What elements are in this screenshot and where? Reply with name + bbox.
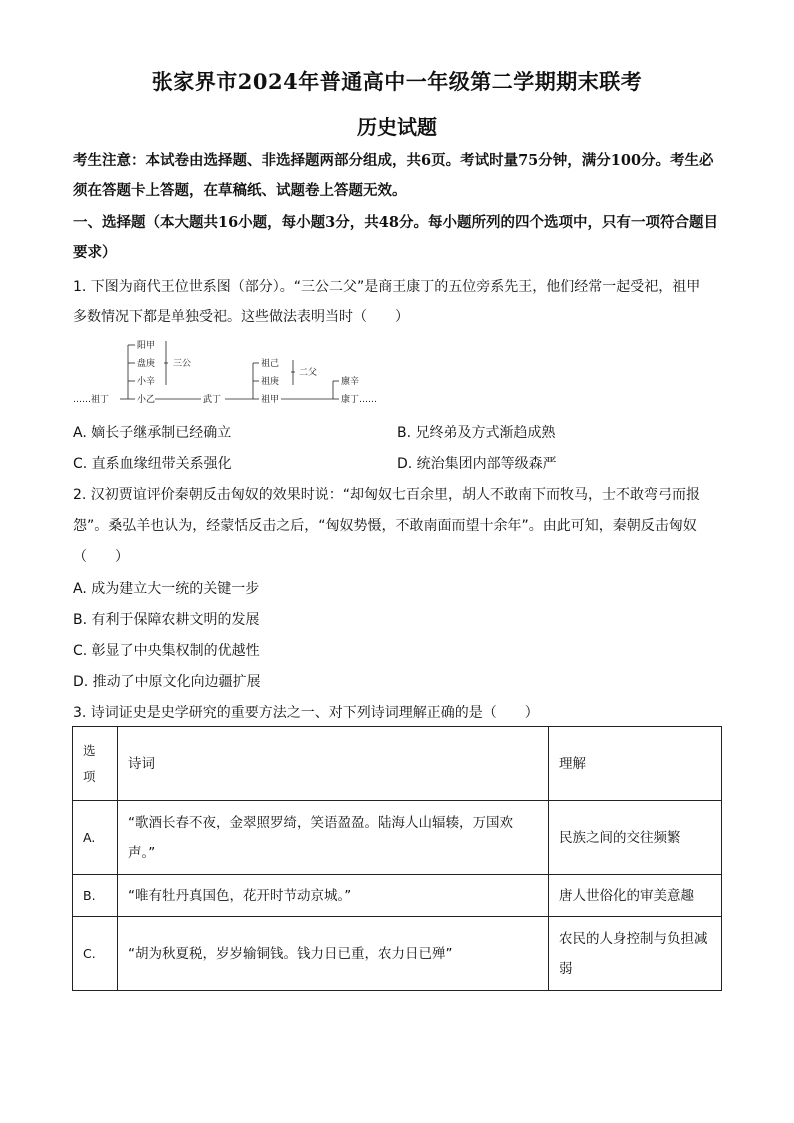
tree-kangding: 康丁…… <box>341 395 378 405</box>
q2-option-a[interactable]: A. 成为建立大一统的关键一步 <box>73 581 260 597</box>
tree-zugeng: 祖庚 <box>261 377 280 387</box>
q2-option-c[interactable]: C. 彰显了中央集权制的优越性 <box>73 643 260 659</box>
q1-stem-line1: 1. 下图为商代王位世系图（部分）。“三公二父”是商王康丁的五位旁系先王，他们经常一起受祀，祖甲 <box>73 279 701 295</box>
q1-stem-line2: 多数情况下都是单独受祀。这些做法表明当时（ ） <box>73 309 409 325</box>
q1-option-d[interactable]: D. 统治集团内部等级森严 <box>397 456 557 472</box>
q2-stem-line3: （ ） <box>73 549 129 565</box>
q3-stem: 3. 诗词证史是史学研究的重要方法之一、对下列诗词理解正确的是（ ） <box>73 705 539 721</box>
table-row <box>73 801 722 875</box>
tree-zuding: ……祖丁 <box>73 395 110 405</box>
row-poem: “唯有牡丹真国色，花开时节动京城。” <box>118 875 549 917</box>
exam-title: 张家界市2024年普通高中一年级第二学期期末联考 <box>151 69 643 94</box>
q1-option-c[interactable]: C. 直系血缘纽带关系强化 <box>73 456 232 472</box>
poetry-table <box>72 726 722 991</box>
tree-pangeng: 盘庚 <box>137 359 156 369</box>
row-option: B. <box>73 875 118 917</box>
row-poem: “胡为秋夏税，岁岁输铜钱。钱力日已重，农力日已殚” <box>118 917 549 991</box>
table-row <box>73 875 722 917</box>
tree-xiaoyi: 小乙 <box>137 395 156 405</box>
q1-option-a[interactable]: A. 嫡长子继承制已经确立 <box>73 425 232 441</box>
row-option: C. <box>73 917 118 991</box>
q1-option-b[interactable]: B. 兄终弟及方式渐趋成熟 <box>397 425 556 441</box>
header-option: 选项 <box>73 727 118 801</box>
row-poem: “歌酒长春不夜，金翠照罗绮，笑语盈盈。陆海人山辐辏，万国欢声。” <box>118 801 549 875</box>
tree-wuding: 武丁 <box>203 395 222 405</box>
q2-stem-line1: 2. 汉初贾谊评价秦朝反击匈奴的效果时说：“却匈奴七百余里，胡人不敢南下而牧马，士不敢弯弓而报 <box>73 487 701 503</box>
header-poem: 诗词 <box>118 727 549 801</box>
tree-yangjia: 阳甲 <box>137 341 156 351</box>
q2-option-b[interactable]: B. 有利于保障农耕文明的发展 <box>73 612 260 628</box>
table-header-row <box>73 727 722 801</box>
notice-label: 考生注意： <box>73 152 146 169</box>
exam-subtitle: 历史试题 <box>357 115 437 139</box>
tree-linxin: 廪辛 <box>341 377 360 387</box>
q2-stem-line2: 怨”。桑弘羊也认为，经蒙恬反击之后，“匈奴势慑，不敢南面而望十余年”。由此可知，秦朝反击匈奴 <box>73 518 697 534</box>
header-meaning: 理解 <box>549 727 722 801</box>
dynasty-succession-diagram <box>73 335 393 410</box>
notice-text: 本试卷由选择题、非选择题两部分组成，共6页。考试时量75分钟，满分100分。考生必须在答题卡上答题，在草稿纸、试题卷上答题无效。 <box>73 152 714 199</box>
row-meaning: 民族之间的交往频繁 <box>549 801 722 875</box>
row-meaning: 农民的人身控制与负担减弱 <box>549 917 722 991</box>
row-option: A. <box>73 801 118 875</box>
tree-sangong: 三公 <box>173 359 192 369</box>
q2-option-d[interactable]: D. 推动了中原文化向边疆扩展 <box>73 674 261 690</box>
row-meaning: 唐人世俗化的审美意趣 <box>549 875 722 917</box>
tree-erfu: 二父 <box>299 368 318 378</box>
table-row <box>73 917 722 991</box>
tree-zuji: 祖己 <box>261 359 280 369</box>
section-heading: 一、选择题（本大题共16小题，每小题3分，共48分。每小题所列的四个选项中，只有一项符合题目要求） <box>73 214 718 261</box>
tree-xiaoxin: 小辛 <box>137 377 156 387</box>
tree-zujia: 祖甲 <box>261 395 280 405</box>
notice <box>73 146 723 206</box>
